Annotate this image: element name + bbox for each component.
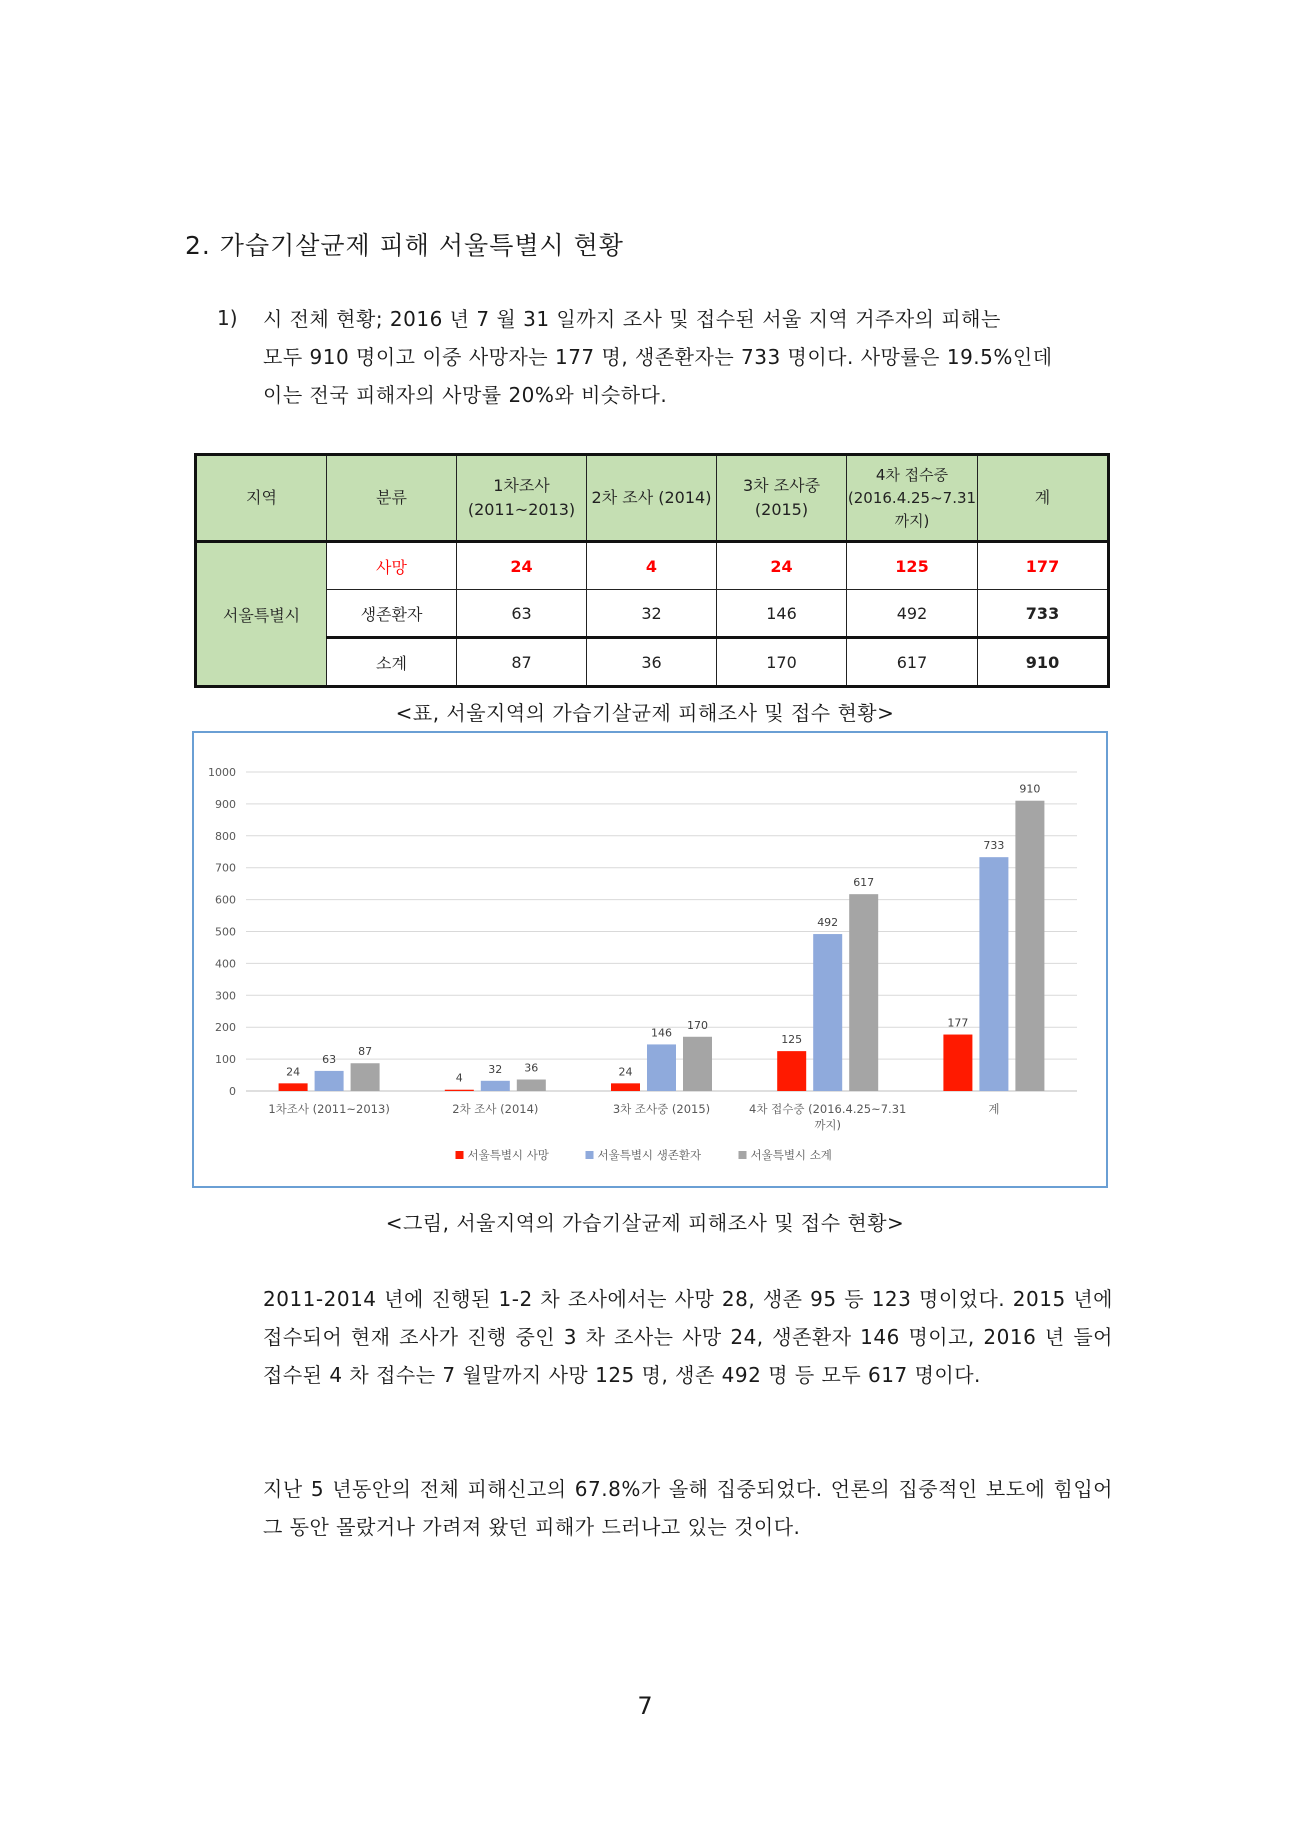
x-tick-label: 2차 조사 (2014) xyxy=(452,1102,539,1116)
table-cell: 24 xyxy=(717,542,847,590)
table-cell: 910 xyxy=(978,638,1109,687)
data-label: 24 xyxy=(286,1065,301,1079)
header-survey-3: 3차 조사중 (2015) xyxy=(717,455,847,542)
y-tick-label: 0 xyxy=(229,1085,236,1098)
header-region: 지역 xyxy=(196,455,327,542)
region-cell: 서울특별시 xyxy=(196,542,327,687)
page-number: 7 xyxy=(637,1692,653,1720)
table-cell: 4 xyxy=(587,542,717,590)
data-label: 733 xyxy=(983,839,1005,853)
bar xyxy=(517,1080,546,1091)
row-label-death: 사망 xyxy=(327,542,457,590)
legend-swatch xyxy=(586,1151,594,1159)
table-cell: 32 xyxy=(587,590,717,638)
paragraph-3: 지난 5 년동안의 전체 피해신고의 67.8%가 올해 집중되었다. 언론의 집중적인 보도에 힘입어 그 동안 몰랐거나 가려져 왔던 피해가 드러나고 있는 것이다. xyxy=(263,1477,1113,1539)
x-tick-label: 1차조사 (2011~2013) xyxy=(268,1102,390,1116)
y-tick-label: 900 xyxy=(215,797,236,811)
row-label-subtotal: 소계 xyxy=(327,638,457,687)
bar xyxy=(445,1090,474,1091)
table-cell: 36 xyxy=(587,638,717,687)
data-label: 125 xyxy=(781,1033,803,1047)
paragraph-2: 2011-2014 년에 진행된 1-2 차 조사에서는 사망 28, 생존 95 등 123 명이었다. 2015 년에 접수되어 현재 조사가 진행 중인 3 차 조사는 사망 24, 생존환자 146 명이고, 2016 년 들어 접수된 4 차 접수는 7 월말까지 사망 125 명, 생존 492 명 등 모두 617 명이다. xyxy=(263,1287,1113,1387)
x-tick-label: 계 xyxy=(988,1102,1000,1116)
table-cell: 125 xyxy=(847,542,978,590)
section1-line-3: 이는 전국 피해자의 사망률 20%와 비슷하다. xyxy=(263,383,668,407)
data-label: 146 xyxy=(651,1026,672,1040)
table-cell: 170 xyxy=(717,638,847,687)
data-label: 87 xyxy=(358,1045,373,1059)
bar xyxy=(979,857,1008,1091)
bar xyxy=(279,1083,308,1091)
y-tick-label: 500 xyxy=(215,925,236,939)
bar xyxy=(683,1037,712,1091)
section-heading: 2. 가습기살균제 피해 서울특별시 현황 xyxy=(185,231,624,260)
header-survey-2: 2차 조사 (2014) xyxy=(587,455,717,542)
y-tick-label: 300 xyxy=(215,989,236,1003)
chart-frame xyxy=(192,731,1108,1188)
header-survey-1: 1차조사 (2011~2013) xyxy=(457,455,587,542)
data-label: 4 xyxy=(455,1071,463,1085)
bar xyxy=(611,1083,640,1091)
x-tick-label: 3차 조사중 (2015) xyxy=(612,1102,711,1116)
damage-table xyxy=(194,453,1110,688)
y-tick-label: 100 xyxy=(215,1053,236,1067)
list-number: 1) xyxy=(217,306,238,330)
section1-line-1: 시 전체 현황; 2016 년 7 월 31 일까지 조사 및 접수된 서울 지역 거주자의 피해는 xyxy=(263,307,1001,331)
bar xyxy=(777,1051,806,1091)
table-cell: 146 xyxy=(717,590,847,638)
legend-swatch xyxy=(456,1151,464,1159)
y-tick-label: 200 xyxy=(215,1021,236,1035)
table-cell: 617 xyxy=(847,638,978,687)
y-tick-label: 600 xyxy=(215,893,236,907)
table-caption: <표, 서울지역의 가습기살균제 피해조사 및 접수 현황> xyxy=(395,701,895,725)
x-tick-label: 까지) xyxy=(814,1118,842,1132)
data-label: 63 xyxy=(322,1052,337,1066)
y-tick-label: 1000 xyxy=(208,766,236,779)
data-label: 24 xyxy=(618,1065,633,1079)
table-cell: 24 xyxy=(457,542,587,590)
data-label: 492 xyxy=(817,916,839,930)
legend-label: 서울특별시 생존환자 xyxy=(597,1148,702,1162)
data-label: 36 xyxy=(524,1061,539,1075)
row-label-survivors: 생존환자 xyxy=(327,590,457,638)
data-label: 910 xyxy=(1019,782,1041,796)
bar xyxy=(647,1044,676,1091)
legend-label: 서울특별시 사망 xyxy=(467,1148,549,1162)
data-label: 32 xyxy=(488,1062,503,1076)
y-tick-label: 800 xyxy=(215,829,236,843)
header-category: 분류 xyxy=(327,455,457,542)
legend-label: 서울특별시 소계 xyxy=(750,1148,832,1162)
data-label: 617 xyxy=(853,876,875,890)
bar xyxy=(315,1071,344,1091)
section1-paragraph xyxy=(263,300,1113,414)
bar xyxy=(849,894,878,1091)
bar xyxy=(1015,801,1044,1091)
bar xyxy=(813,934,842,1091)
header-total: 계 xyxy=(978,455,1109,542)
bar-chart xyxy=(194,733,1106,1186)
y-tick-label: 700 xyxy=(215,861,236,875)
table-cell: 87 xyxy=(457,638,587,687)
header-survey-4: 4차 접수중 (2016.4.25~7.31 까지) xyxy=(847,455,978,542)
table-cell: 177 xyxy=(978,542,1109,590)
data-label: 177 xyxy=(947,1016,969,1030)
bar xyxy=(481,1081,510,1091)
x-tick-label: 4차 접수중 (2016.4.25~7.31 xyxy=(749,1102,907,1116)
table-cell: 492 xyxy=(847,590,978,638)
data-label: 170 xyxy=(687,1018,708,1032)
legend-swatch xyxy=(739,1151,747,1159)
bar xyxy=(943,1035,972,1091)
table-cell: 63 xyxy=(457,590,587,638)
bar xyxy=(351,1063,380,1091)
table-cell: 733 xyxy=(978,590,1109,638)
figure-caption: <그림, 서울지역의 가습기살균제 피해조사 및 접수 현황> xyxy=(385,1211,905,1235)
section1-line-2: 모두 910 명이고 이중 사망자는 177 명, 생존환자는 733 명이다. 사망률은 19.5%인데 xyxy=(263,345,1053,369)
y-tick-label: 400 xyxy=(215,957,236,971)
